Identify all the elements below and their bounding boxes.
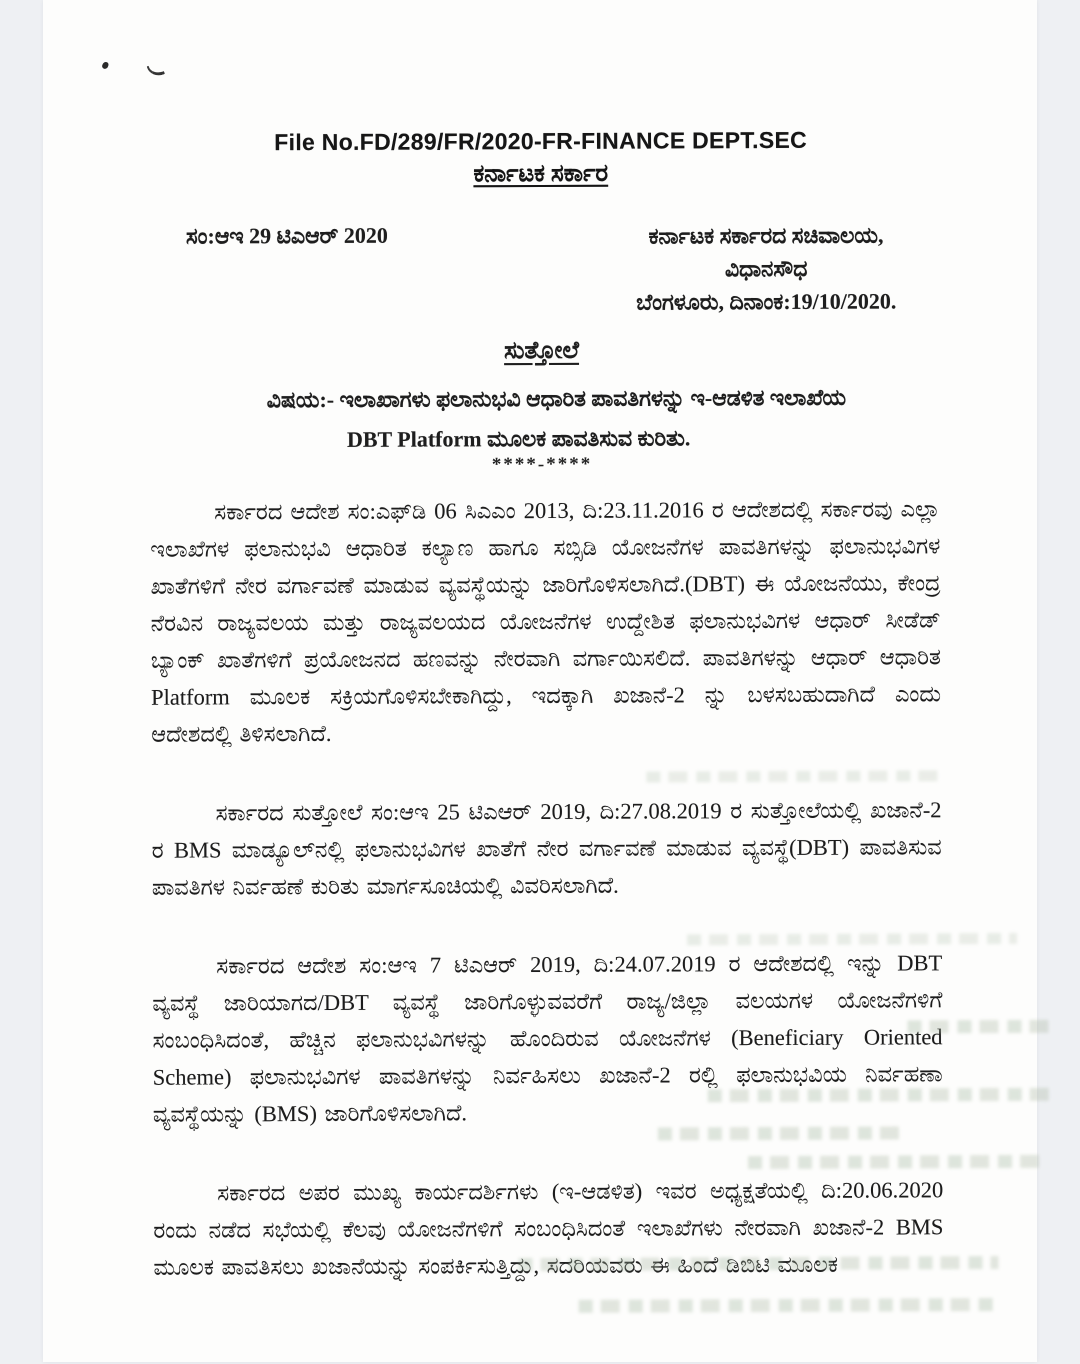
building-line: ವಿಧಾನಸೌಧ	[724, 255, 808, 282]
viewer-gutter-left	[0, 0, 43, 1362]
place-date-line: ಬೆಂಗಳೂರು, ದಿನಾಂಕ:19/10/2020.	[636, 288, 897, 315]
scan-speck-dot	[101, 61, 109, 69]
bleed-through-smudge	[518, 1256, 998, 1271]
bleed-through-smudge	[907, 1020, 1057, 1034]
subject-line-1: ವಿಷಯ:- ಇಲಾಖಾಗಳು ಫಲಾನುಭವಿ ಆಧಾರಿತ ಪಾವತಿಗಳನ್ನು ಇ-ಆಡಳಿತ ಇಲಾಖೆಯ	[266, 384, 847, 413]
bleed-through-smudge	[748, 1155, 1048, 1169]
circular-heading: ಸುತ್ತೋಲೆ	[504, 337, 580, 365]
body-text	[150, 490, 944, 1327]
government-title: ಕರ್ನಾಟಕ ಸರ್ಕಾರ	[473, 160, 609, 188]
scan-speck-comma	[147, 62, 165, 79]
paragraph-1: ಸರ್ಕಾರದ ಆದೇಶ ಸಂ:ಎಫ್‌ಡಿ 06 ಸಿಎಎಂ 2013, ದಿ:23.11.2016 ರ ಆದೇಶದಲ್ಲಿ ಸರ್ಕಾರವು ಎಲ್ಲಾ ಇಲಾಖೆಗಳ ಫಲಾನುಭವಿ ಆಧಾರಿತ ಕಲ್ಯಾಣ ಹಾಗೂ ಸಬ್ಸಿಡಿ ಯೋಜನೆಗಳ ಪಾವತಿಗಳನ್ನು ಫಲಾನುಭವಿಗಳ ಖಾತೆಗಳಿಗೆ ನೇರ ವರ್ಗಾವಣೆ ಮಾಡುವ ವ್ಯವಸ್ಥೆಯನ್ನು ಜಾರಿಗೊಳಿಸಲಾಗಿದೆ.(DBT) ಈ ಯೋಜನೆಯು, ಕೇಂದ್ರ ನೆರವಿನ ರಾಜ್ಯವಲಯ ಮತ್ತು ರಾಜ್ಯವಲಯದ ಯೋಜನೆಗಳ ಉದ್ದೇಶಿತ ಫಲಾನುಭವಿಗಳ ಆಧಾರ್ ಸೀಡೆಡ್ ಬ್ಯಾಂಕ್ ಖಾತೆಗಳಿಗೆ ಪ್ರಯೋಜನದ ಹಣವನ್ನು ನೇರವಾಗಿ ವರ್ಗಾಯಿಸಲಿದೆ. ಪಾವತಿಗಳನ್ನು ಆಧಾರ್ ಆಧಾರಿತ Platform ಮೂಲಕ ಸಕ್ರಿಯಗೊಳಿಸಬೇಕಾಗಿದ್ದು, ಇದಕ್ಕಾಗಿ ಖಜಾನೆ-2 ನ್ನು ಬಳಸಬಹುದಾಗಿದೆ ಎಂದು ಆದೇಶದಲ್ಲಿ ತಿಳಿಸಲಾಗಿದೆ.	[150, 496, 942, 747]
document-content	[43, 0, 1043, 1364]
paragraph-2: ಸರ್ಕಾರದ ಸುತ್ತೋಲೆ ಸಂ:ಆಇ 25 ಟಿಎಆರ್ 2019, ದಿ:27.08.2019 ರ ಸುತ್ತೋಲೆಯಲ್ಲಿ ಖಜಾನೆ-2 ರ BMS ಮಾಡ್ಯೂಲ್‌ನಲ್ಲಿ ಫಲಾನುಭವಿಗಳ ಖಾತೆಗೆ ನೇರ ವರ್ಗಾವಣೆ ಮಾಡುವ ವ್ಯವಸ್ಥೆ(DBT) ಪಾವತಿಸುವ ಪಾವತಿಗಳ ನಿರ್ವಹಣೆ ಕುರಿತು ಮಾರ್ಗಸೂಚಿಯಲ್ಲಿ ವಿವರಿಸಲಾಗಿದೆ.	[151, 797, 942, 900]
bleed-through-smudge	[687, 933, 1017, 945]
issuing-address-block	[601, 218, 931, 318]
bleed-through-smudge	[658, 1126, 908, 1140]
bleed-through-smudge	[579, 1298, 999, 1313]
bleed-through-smudge	[708, 1088, 1058, 1103]
scanned-page	[43, 0, 1037, 1362]
paragraph-3: ಸರ್ಕಾರದ ಆದೇಶ ಸಂ:ಆಇ 7 ಟಿಎಆರ್ 2019, ದಿ:24.07.2019 ರ ಆದೇಶದಲ್ಲಿ ಇನ್ನು DBT ವ್ಯವಸ್ಥೆ ಜಾರಿಯಾಗದ/DBT ವ್ಯವಸ್ಥೆ ಜಾರಿಗೊಳ್ಳುವವರೆಗೆ ರಾಜ್ಯ/ಜಿಲ್ಲಾ ವಲಯಗಳ ಯೋಜನೆಗಳಿಗೆ ಸಂಬಂಧಿಸಿದಂತೆ, ಹೆಚ್ಚಿನ ಫಲಾನುಭವಿಗಳನ್ನು ಹೊಂದಿರುವ ಯೋಜನೆಗಳ (Beneficiary Oriented Scheme) ಫಲಾನುಭವಿಗಳ ಪಾವತಿಗಳನ್ನು ನಿರ್ವಹಿಸಲು ಖಜಾನೆ-2 ರಲ್ಲಿ ಫಲಾನುಭವಿಯ ನಿರ್ವಹಣಾ ವ್ಯವಸ್ಥೆಯನ್ನು (BMS) ಜಾರಿಗೊಳಿಸಲಾಗಿದೆ.	[152, 950, 943, 1127]
paragraph-4: ಸರ್ಕಾರದ ಅಪರ ಮುಖ್ಯ ಕಾರ್ಯದರ್ಶಿಗಳು (ಇ-ಆಡಳಿತ) ಇವರ ಅಧ್ಯಕ್ಷತೆಯಲ್ಲಿ ದಿ:20.06.2020 ರಂದು ನಡೆದ ಸಭೆಯಲ್ಲಿ ಕೆಲವು ಯೋಜನೆಗಳಿಗೆ ಸಂಬಂಧಿಸಿದಂತೆ ಇಲಾಖೆಗಳು ನೇರವಾಗಿ ಖಜಾನೆ-2 BMS ಮೂಲಕ ಪಾವತಿಸಲು ಖಜಾನೆಯನ್ನು ಸಂಪರ್ಕಿಸುತ್ತಿದ್ದು, ಸದರಿಯವರು ಈ ಹಿಂದೆ ಡಿಬಿಟಿ ಮೂಲಕ	[153, 1177, 944, 1280]
bleed-through-smudge	[646, 770, 946, 782]
file-number: File No.FD/289/FR/2020-FR-FINANCE DEPT.SEC	[274, 126, 808, 156]
secretariat-line: ಕರ್ನಾಟಕ ಸರ್ಕಾರದ ಸಚಿವಾಲಯ,	[648, 222, 884, 249]
reference-number: ಸಂ:ಆಇ 29 ಟಿಎಆರ್ 2020	[185, 222, 388, 249]
subject-line-2: DBT Platform ಮೂಲಕ ಪಾವತಿಸುವ ಕುರಿತು.	[346, 425, 691, 452]
asterisk-separator: ****-****	[491, 453, 593, 476]
